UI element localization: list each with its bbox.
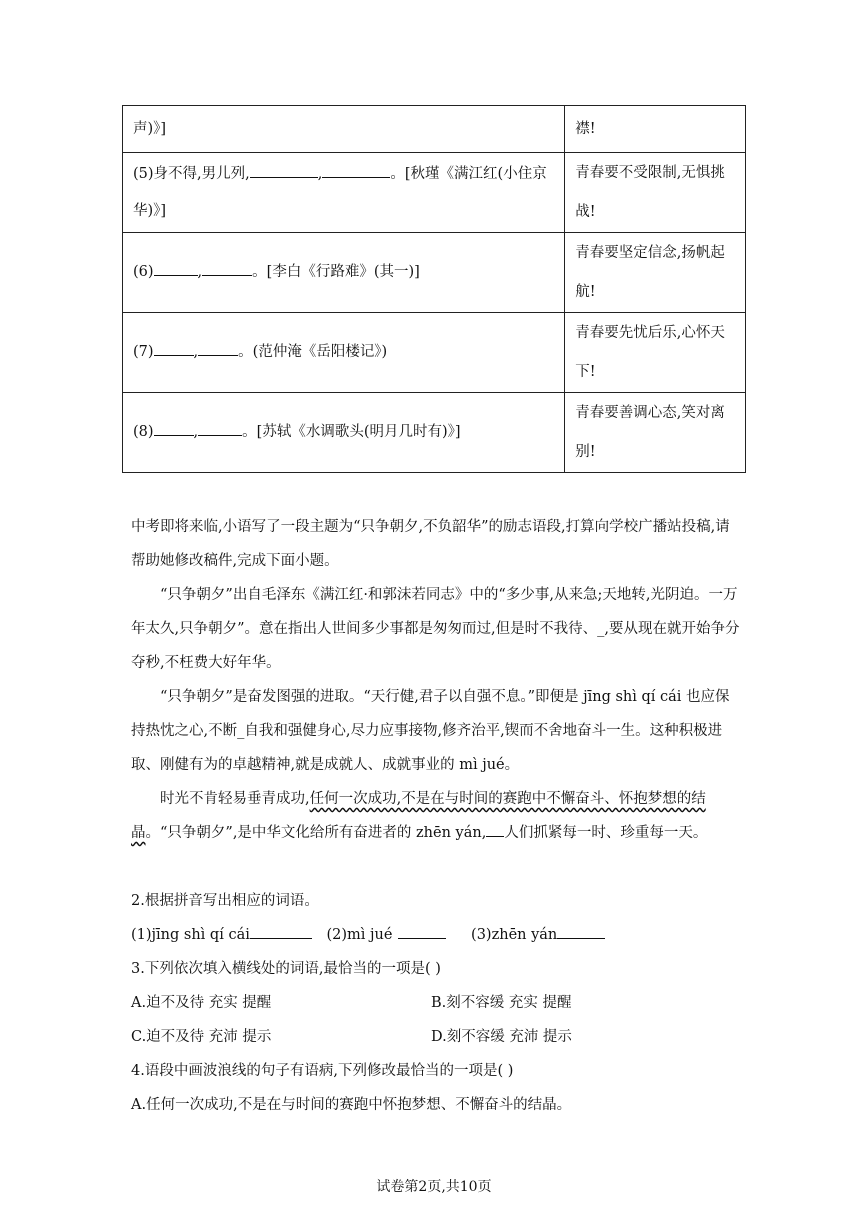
comma: , [197,264,203,280]
blank-line [198,341,238,356]
passage-paragraph-1: “只争朝夕”出自毛泽东《满江红·和郭沫若同志》中的“多少事,从来急;天地转,光阴迫。一万年太久,只争朝夕”。意在指出人世间多少事都是匆匆而过,但是时不我待、_,要从现在就开始争分夺秒,不枉费大好年华。 [131,587,740,671]
table-cell: 青春要善调心态,笑对离别! [565,393,746,473]
table-cell: 青春要不受限制,无惧挑战! [565,153,746,233]
table-row [123,153,746,233]
blank-line [198,421,242,436]
source-text: 。(范仲淹《岳阳楼记》) [238,344,388,360]
question-text: (7) [133,344,154,360]
quote-table [122,105,746,473]
option-a: A.迫不及待 充实 提醒 [131,995,272,1011]
question-2-items [131,918,743,952]
question-3-options-row1 [131,986,743,1020]
question-4-option-a: A.任何一次成功,不是在与时间的赛跑中怀抱梦想、不懈奋斗的结晶。 [131,1097,572,1113]
item-label: (2)mì jué [326,927,393,943]
item-label: (1)jīng shì qí cái [131,927,250,943]
comma: , [193,344,199,360]
passage-text: 。“只争朝夕”,是中华文化给所有奋进者的 zhēn yán, [145,825,487,841]
page-footer: 试卷第2页,共10页 [376,1179,492,1195]
option-b: B.刻不容缓 充实 提醒 [431,995,572,1011]
question-text: (6) [133,264,154,280]
comma: , [193,424,199,440]
passage-paragraph-2: “只争朝夕”是奋发图强的进取。“天行健,君子以自强不息。”即便是 jīng shì qí cái 也应保持热忱之心,不断_自我和强健身心,尽力应事接物,修齐治平,锲而不舍地奋斗一生。这种积极进取、刚健有为的卓越精神,就是成就人、成就事业的 mì jué。 [131,689,730,773]
source-text: 。[苏轼《水调歌头(明月几时有)》] [242,424,461,440]
source-text: 。[秋瑾《满江红(小住京华)》] [133,165,547,219]
answer-blank [250,924,312,939]
passage-paragraph-3 [131,782,743,850]
blank-line [154,261,198,276]
table-cell [123,233,565,313]
source-text: 。[李白《行路难》(其一)] [252,264,420,280]
option-d: D.刻不容缓 充沛 提示 [431,1029,572,1045]
blank-line [250,163,318,178]
blank-line [202,261,252,276]
item-label: (3)zhēn yán [471,927,558,943]
table-cell: 青春要坚定信念,扬帆起航! [565,233,746,313]
table-row [123,106,746,153]
table-row [123,233,746,313]
blank-line [154,341,194,356]
option-c: C.迫不及待 充沛 提示 [131,1029,272,1045]
table-cell [123,393,565,473]
question-2: 2.根据拼音写出相应的词语。 [131,893,319,909]
question-3: 3.下列依次填入横线处的词语,最恰当的一项是( ) [131,961,441,977]
answer-blank [398,924,446,939]
wavy-underlined-sentence: 任何一次成功,不是在与时间的赛跑中不懈奋斗、怀抱梦想的结晶 [131,791,706,841]
question-3-options-row2 [131,1020,743,1054]
blank-line [486,822,504,837]
table-row [123,393,746,473]
question-4: 4.语段中画波浪线的句子有语病,下列修改最恰当的一项是( ) [131,1063,514,1079]
passage-text: 时光不肯轻易垂青成功, [160,791,310,807]
table-row [123,313,746,393]
question-text: (8) [133,424,154,440]
comma: , [317,165,323,182]
table-cell: 声)》] [123,106,565,153]
answer-blank [557,924,605,939]
table-cell: 青春要先忧后乐,心怀天下! [565,313,746,393]
blank-line [322,163,390,178]
blank-line [154,421,194,436]
table-cell [123,153,565,233]
table-cell: 襟! [565,106,746,153]
table-cell [123,313,565,393]
passage-text: 人们抓紧每一时、珍重每一天。 [504,825,708,841]
intro-paragraph: 中考即将来临,小语写了一段主题为“只争朝夕,不负韶华”的励志语段,打算向学校广播站投稿,请帮助她修改稿件,完成下面小题。 [131,519,730,569]
question-text: (5)身不得,男儿列, [133,165,250,182]
